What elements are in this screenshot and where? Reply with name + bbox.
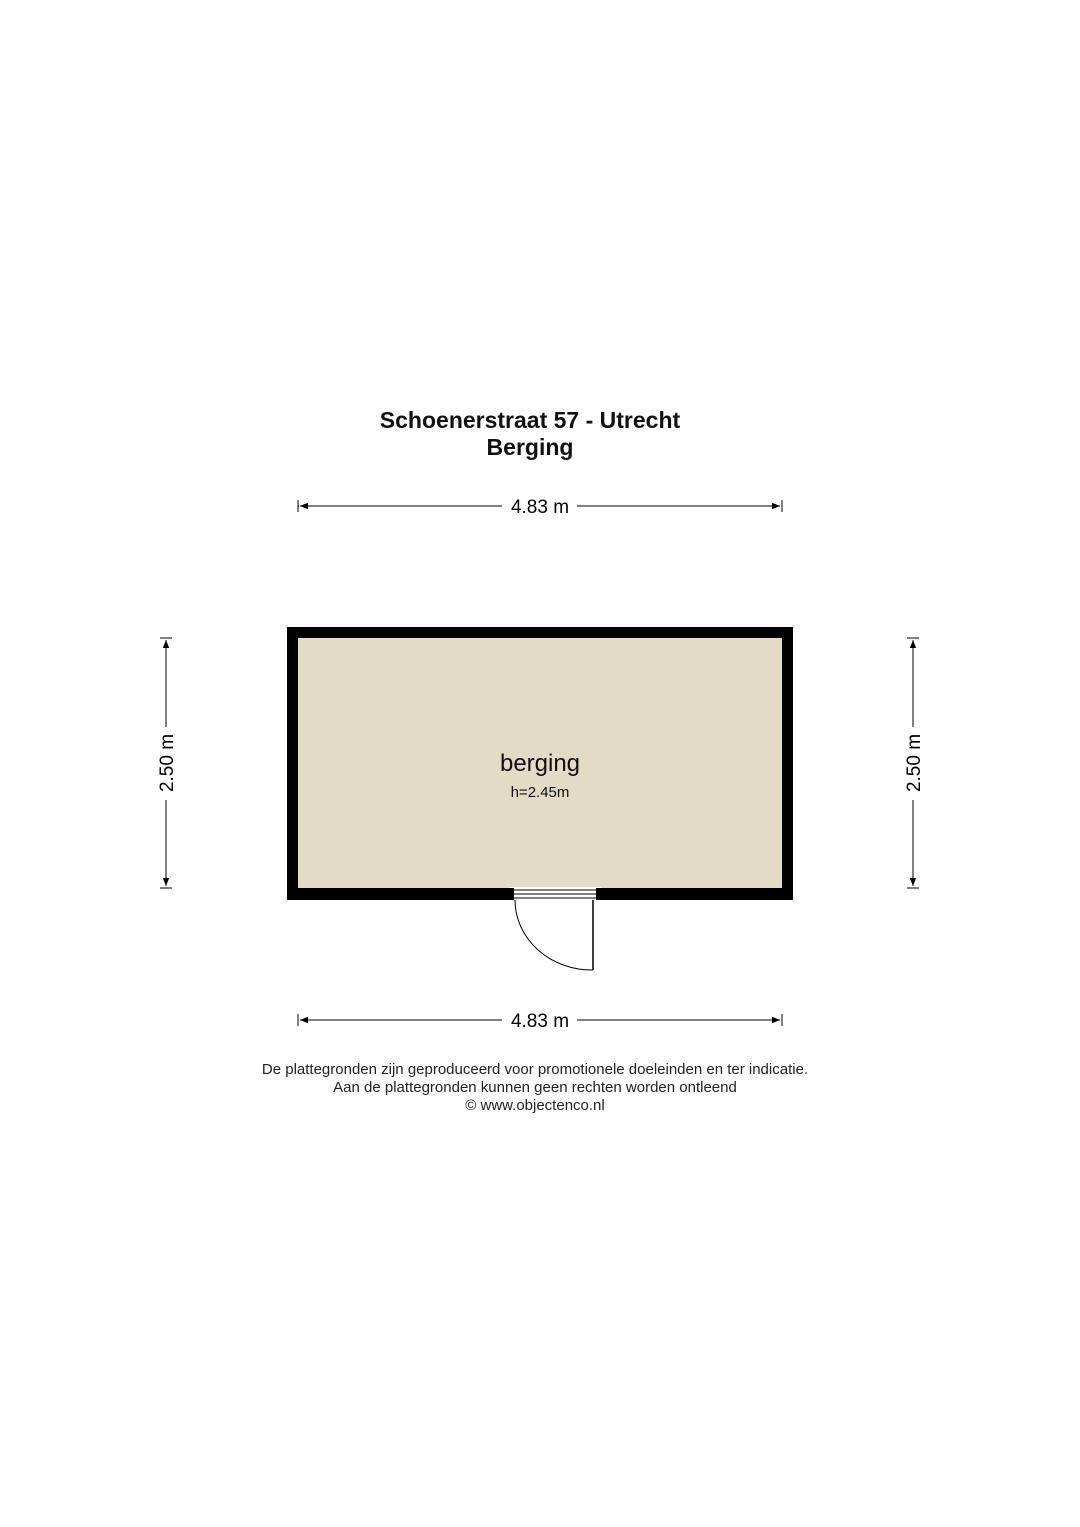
plan-title: Schoenerstraat 57 - Utrecht <box>379 407 681 433</box>
plan-subtitle: Berging <box>486 434 574 460</box>
dimension-top <box>298 497 782 518</box>
disclaimer-line-1: De plattegronden zijn geproduceerd voor promotionele doeleinden en ter indicatie. <box>261 1061 809 1078</box>
dimension-top-label: 4.83 m <box>510 497 570 518</box>
dimension-right-label: 2.50 m <box>904 733 925 793</box>
dimension-left <box>157 638 178 888</box>
room-height: h=2.45m <box>510 784 570 801</box>
dimension-left-label: 2.50 m <box>157 733 178 793</box>
room-berging <box>287 627 793 970</box>
dimension-bottom <box>298 1011 782 1032</box>
disclaimer-line-2: Aan de plattegronden kunnen geen rechten worden ontleend <box>333 1079 737 1096</box>
room-name: berging <box>499 750 581 777</box>
door-swing-arc <box>515 900 593 970</box>
dimension-bottom-label: 4.83 m <box>510 1011 570 1032</box>
copyright-line: © www.objectenco.nl <box>465 1097 605 1114</box>
dimension-right <box>904 638 925 888</box>
